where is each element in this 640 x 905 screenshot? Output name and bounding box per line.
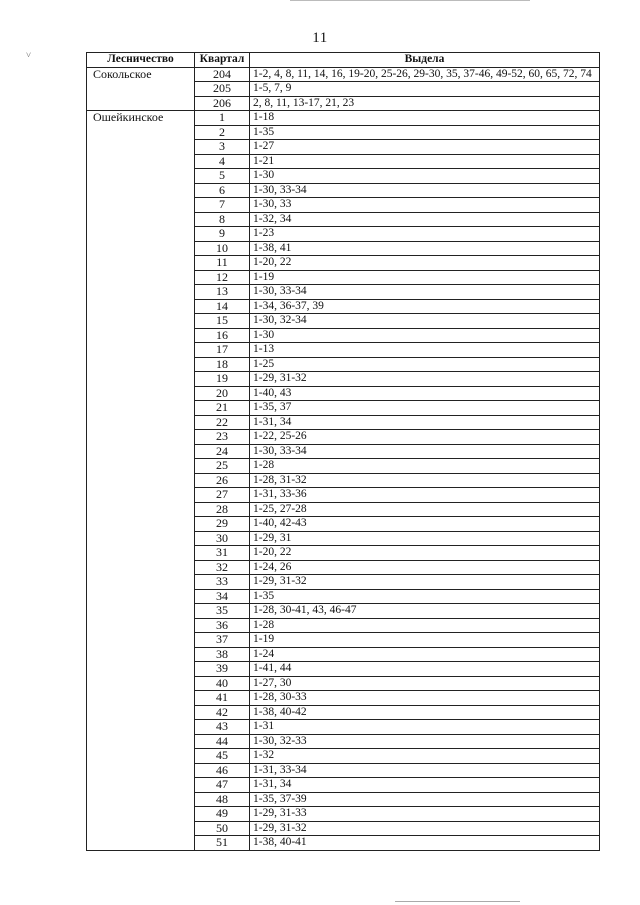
forestry-cell xyxy=(87,285,195,300)
kvartal-cell: 33 xyxy=(195,575,250,590)
vydela-cell: 1-29, 31-32 xyxy=(250,575,600,590)
kvartal-cell: 18 xyxy=(195,357,250,372)
vydela-cell: 1-31 xyxy=(250,720,600,735)
table-row xyxy=(87,183,600,198)
forestry-cell xyxy=(87,328,195,343)
forestry-cell xyxy=(87,256,195,271)
kvartal-cell: 41 xyxy=(195,691,250,706)
header-kvartal: Квартал xyxy=(195,53,250,68)
table-row xyxy=(87,299,600,314)
vydela-cell: 1-40, 43 xyxy=(250,386,600,401)
table-row xyxy=(87,270,600,285)
kvartal-cell: 35 xyxy=(195,604,250,619)
forestry-cell xyxy=(87,343,195,358)
table-row xyxy=(87,459,600,474)
kvartal-cell: 43 xyxy=(195,720,250,735)
kvartal-cell: 44 xyxy=(195,734,250,749)
table-row xyxy=(87,198,600,213)
table-row xyxy=(87,676,600,691)
vydela-cell: 1-34, 36-37, 39 xyxy=(250,299,600,314)
table-row xyxy=(87,357,600,372)
kvartal-cell: 50 xyxy=(195,821,250,836)
table-row xyxy=(87,430,600,445)
table-row xyxy=(87,517,600,532)
table-row xyxy=(87,241,600,256)
kvartal-cell: 24 xyxy=(195,444,250,459)
vydela-cell: 1-23 xyxy=(250,227,600,242)
forestry-cell xyxy=(87,488,195,503)
vydela-cell: 1-19 xyxy=(250,633,600,648)
forestry-cell xyxy=(87,778,195,793)
kvartal-cell: 6 xyxy=(195,183,250,198)
forestry-cell xyxy=(87,604,195,619)
table-row xyxy=(87,633,600,648)
table-row xyxy=(87,415,600,430)
header-forestry: Лесничество xyxy=(87,53,195,68)
forestry-cell xyxy=(87,691,195,706)
forestry-cell xyxy=(87,705,195,720)
forestry-cell xyxy=(87,792,195,807)
vydela-cell: 1-35, 37-39 xyxy=(250,792,600,807)
vydela-cell: 1-32, 34 xyxy=(250,212,600,227)
kvartal-cell: 48 xyxy=(195,792,250,807)
forestry-cell xyxy=(87,212,195,227)
table-row xyxy=(87,575,600,590)
kvartal-cell: 42 xyxy=(195,705,250,720)
forestry-cell xyxy=(87,415,195,430)
table-row xyxy=(87,328,600,343)
table-row xyxy=(87,488,600,503)
vydela-cell: 1-29, 31-32 xyxy=(250,821,600,836)
forestry-cell xyxy=(87,575,195,590)
forestry-cell xyxy=(87,183,195,198)
table-row xyxy=(87,314,600,329)
forestry-cell xyxy=(87,821,195,836)
forestry-cell xyxy=(87,749,195,764)
forestry-cell xyxy=(87,633,195,648)
forestry-cell xyxy=(87,430,195,445)
kvartal-cell: 3 xyxy=(195,140,250,155)
table-row xyxy=(87,140,600,155)
vydela-cell: 1-30, 33-34 xyxy=(250,444,600,459)
vydela-cell: 1-20, 22 xyxy=(250,546,600,561)
forestry-cell xyxy=(87,444,195,459)
kvartal-cell: 39 xyxy=(195,662,250,677)
vydela-cell: 1-41, 44 xyxy=(250,662,600,677)
table-header-row xyxy=(87,53,600,68)
kvartal-cell: 9 xyxy=(195,227,250,242)
forestry-cell xyxy=(87,531,195,546)
header-vydela: Выдела xyxy=(250,53,600,68)
forestry-cell xyxy=(87,140,195,155)
kvartal-cell: 14 xyxy=(195,299,250,314)
kvartal-cell: 27 xyxy=(195,488,250,503)
forestry-cell xyxy=(87,227,195,242)
vydela-cell: 1-31, 33-36 xyxy=(250,488,600,503)
kvartal-cell: 10 xyxy=(195,241,250,256)
table-row xyxy=(87,662,600,677)
table-row xyxy=(87,618,600,633)
scan-bottom-edge xyxy=(395,901,520,902)
kvartal-cell: 13 xyxy=(195,285,250,300)
vydela-cell: 1-24, 26 xyxy=(250,560,600,575)
kvartal-cell: 20 xyxy=(195,386,250,401)
forestry-cell xyxy=(87,647,195,662)
table-row xyxy=(87,285,600,300)
table-row xyxy=(87,82,600,97)
vydela-cell: 1-30, 33-34 xyxy=(250,285,600,300)
table-row xyxy=(87,111,600,126)
vydela-cell: 1-28 xyxy=(250,459,600,474)
kvartal-cell: 16 xyxy=(195,328,250,343)
vydela-cell: 1-35 xyxy=(250,589,600,604)
forestry-cell xyxy=(87,517,195,532)
vydela-cell: 1-28 xyxy=(250,618,600,633)
vydela-cell: 1-30, 32-33 xyxy=(250,734,600,749)
forestry-cell xyxy=(87,270,195,285)
kvartal-cell: 15 xyxy=(195,314,250,329)
table-row xyxy=(87,836,600,851)
vydela-cell: 1-18 xyxy=(250,111,600,126)
kvartal-cell: 4 xyxy=(195,154,250,169)
scan-top-edge xyxy=(290,0,530,1)
vydela-cell: 1-27 xyxy=(250,140,600,155)
kvartal-cell: 19 xyxy=(195,372,250,387)
vydela-cell: 1-2, 4, 8, 11, 14, 16, 19-20, 25-26, 29-30, 35, 37-46, 49-52, 60, 65, 72, 74 xyxy=(250,67,600,82)
forestry-cell xyxy=(87,154,195,169)
forestry-cell xyxy=(87,125,195,140)
table-row xyxy=(87,401,600,416)
table-row xyxy=(87,96,600,111)
forestry-cell xyxy=(87,662,195,677)
vydela-cell: 1-31, 34 xyxy=(250,778,600,793)
kvartal-cell: 7 xyxy=(195,198,250,213)
table-row xyxy=(87,647,600,662)
kvartal-cell: 17 xyxy=(195,343,250,358)
vydela-cell: 1-25 xyxy=(250,357,600,372)
kvartal-cell: 37 xyxy=(195,633,250,648)
table-row xyxy=(87,212,600,227)
kvartal-cell: 206 xyxy=(195,96,250,111)
forestry-cell xyxy=(87,299,195,314)
forestry-cell xyxy=(87,241,195,256)
kvartal-cell: 40 xyxy=(195,676,250,691)
forestry-cell xyxy=(87,502,195,517)
kvartal-cell: 46 xyxy=(195,763,250,778)
table-body xyxy=(87,67,600,850)
vydela-cell: 1-32 xyxy=(250,749,600,764)
vydela-cell: 1-13 xyxy=(250,343,600,358)
table-row xyxy=(87,546,600,561)
vydela-cell: 1-19 xyxy=(250,270,600,285)
kvartal-cell: 2 xyxy=(195,125,250,140)
table-row xyxy=(87,67,600,82)
kvartal-cell: 11 xyxy=(195,256,250,271)
forestry-cell xyxy=(87,473,195,488)
kvartal-cell: 25 xyxy=(195,459,250,474)
forestry-cell xyxy=(87,836,195,851)
vydela-cell: 1-29, 31-33 xyxy=(250,807,600,822)
table-row xyxy=(87,386,600,401)
table-row xyxy=(87,792,600,807)
kvartal-cell: 31 xyxy=(195,546,250,561)
forestry-cell xyxy=(87,459,195,474)
table-row xyxy=(87,705,600,720)
forestry-cell xyxy=(87,169,195,184)
table-row xyxy=(87,691,600,706)
kvartal-cell: 29 xyxy=(195,517,250,532)
vydela-cell: 1-25, 27-28 xyxy=(250,502,600,517)
kvartal-cell: 1 xyxy=(195,111,250,126)
table-row xyxy=(87,154,600,169)
vydela-cell: 1-28, 31-32 xyxy=(250,473,600,488)
forestry-cell xyxy=(87,720,195,735)
vydela-cell: 1-31, 34 xyxy=(250,415,600,430)
vydela-cell: 1-35 xyxy=(250,125,600,140)
forestry-cell xyxy=(87,546,195,561)
table-row xyxy=(87,734,600,749)
scan-speck: ˅ xyxy=(26,50,32,60)
kvartal-cell: 23 xyxy=(195,430,250,445)
forestry-cell: Сокольское xyxy=(87,67,195,82)
kvartal-cell: 8 xyxy=(195,212,250,227)
table-row xyxy=(87,778,600,793)
table-row xyxy=(87,604,600,619)
kvartal-cell: 26 xyxy=(195,473,250,488)
forestry-cell xyxy=(87,386,195,401)
forestry-cell xyxy=(87,82,195,97)
forestry-cell: Ошейкинское xyxy=(87,111,195,126)
forestry-cell xyxy=(87,372,195,387)
vydela-cell: 1-35, 37 xyxy=(250,401,600,416)
kvartal-cell: 45 xyxy=(195,749,250,764)
forestry-cell xyxy=(87,676,195,691)
table-row xyxy=(87,444,600,459)
forestry-cell xyxy=(87,560,195,575)
table-row xyxy=(87,560,600,575)
table-row xyxy=(87,502,600,517)
kvartal-cell: 49 xyxy=(195,807,250,822)
vydela-cell: 1-30, 33-34 xyxy=(250,183,600,198)
forestry-cell xyxy=(87,763,195,778)
vydela-cell: 2, 8, 11, 13-17, 21, 23 xyxy=(250,96,600,111)
table-row xyxy=(87,125,600,140)
table-row xyxy=(87,720,600,735)
kvartal-cell: 36 xyxy=(195,618,250,633)
vydela-cell: 1-28, 30-41, 43, 46-47 xyxy=(250,604,600,619)
forestry-cell xyxy=(87,96,195,111)
kvartal-cell: 28 xyxy=(195,502,250,517)
kvartal-cell: 32 xyxy=(195,560,250,575)
forestry-cell xyxy=(87,314,195,329)
vydela-cell: 1-31, 33-34 xyxy=(250,763,600,778)
table-row xyxy=(87,473,600,488)
table-row xyxy=(87,343,600,358)
vydela-cell: 1-28, 30-33 xyxy=(250,691,600,706)
kvartal-cell: 34 xyxy=(195,589,250,604)
table-row xyxy=(87,372,600,387)
vydela-cell: 1-38, 40-41 xyxy=(250,836,600,851)
table-row xyxy=(87,227,600,242)
kvartal-cell: 38 xyxy=(195,647,250,662)
vydela-cell: 1-38, 40-42 xyxy=(250,705,600,720)
table-row xyxy=(87,589,600,604)
table-row xyxy=(87,256,600,271)
vydela-cell: 1-30, 32-34 xyxy=(250,314,600,329)
vydela-cell: 1-40, 42-43 xyxy=(250,517,600,532)
forestry-cell xyxy=(87,357,195,372)
table-row xyxy=(87,807,600,822)
forestry-cell xyxy=(87,734,195,749)
vydela-cell: 1-30 xyxy=(250,328,600,343)
vydela-cell: 1-21 xyxy=(250,154,600,169)
forestry-cell xyxy=(87,618,195,633)
forestry-cell xyxy=(87,589,195,604)
forestry-cell xyxy=(87,807,195,822)
vydela-cell: 1-30, 33 xyxy=(250,198,600,213)
forestry-table xyxy=(86,52,600,851)
vydela-cell: 1-29, 31 xyxy=(250,531,600,546)
page-number: 11 xyxy=(312,30,328,46)
table-row xyxy=(87,169,600,184)
kvartal-cell: 22 xyxy=(195,415,250,430)
vydela-cell: 1-22, 25-26 xyxy=(250,430,600,445)
kvartal-cell: 47 xyxy=(195,778,250,793)
kvartal-cell: 30 xyxy=(195,531,250,546)
vydela-cell: 1-20, 22 xyxy=(250,256,600,271)
kvartal-cell: 204 xyxy=(195,67,250,82)
vydela-cell: 1-29, 31-32 xyxy=(250,372,600,387)
table-row xyxy=(87,821,600,836)
kvartal-cell: 5 xyxy=(195,169,250,184)
forestry-cell xyxy=(87,401,195,416)
forestry-cell xyxy=(87,198,195,213)
table-row xyxy=(87,763,600,778)
vydela-cell: 1-38, 41 xyxy=(250,241,600,256)
vydela-cell: 1-5, 7, 9 xyxy=(250,82,600,97)
vydela-cell: 1-24 xyxy=(250,647,600,662)
kvartal-cell: 21 xyxy=(195,401,250,416)
vydela-cell: 1-27, 30 xyxy=(250,676,600,691)
kvartal-cell: 51 xyxy=(195,836,250,851)
vydela-cell: 1-30 xyxy=(250,169,600,184)
table-row xyxy=(87,749,600,764)
kvartal-cell: 205 xyxy=(195,82,250,97)
kvartal-cell: 12 xyxy=(195,270,250,285)
table-row xyxy=(87,531,600,546)
